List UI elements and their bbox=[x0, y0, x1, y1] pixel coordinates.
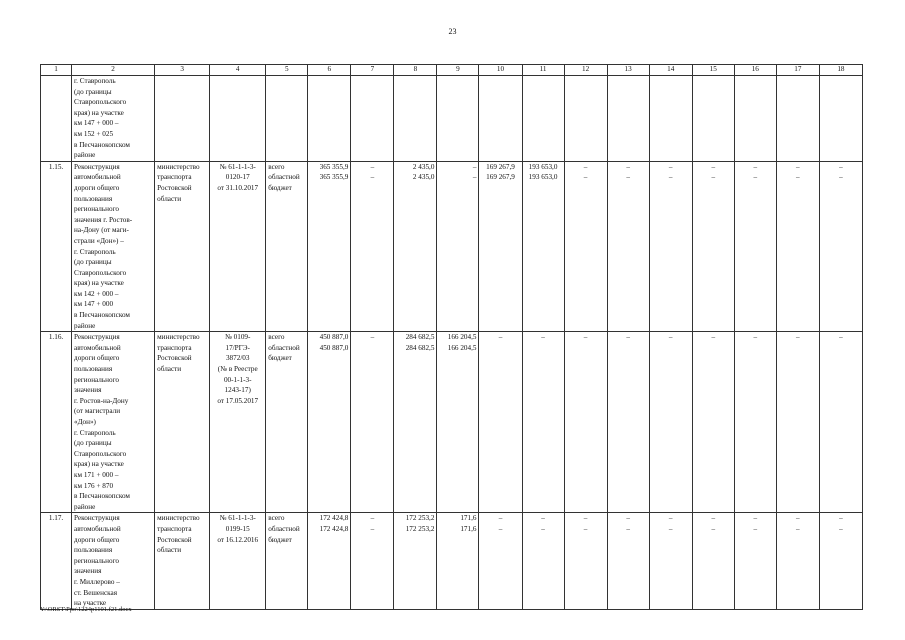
table-cell bbox=[394, 76, 437, 162]
table-cell: Реконструкция автомобильной дороги общего пользования регионального значения г. Ростов- на-Дону (от маги- страли «Дон») – г. Ставрополь (до границы Ставропольского края) на участке км 142 + 000 – км 147 + 000 в Песчанокопском районе bbox=[72, 161, 155, 332]
table-cell bbox=[819, 76, 862, 162]
table-cell: 172 424,8 172 424,8 bbox=[308, 513, 351, 609]
table-cell: – bbox=[522, 332, 564, 513]
table-row bbox=[41, 513, 863, 609]
table-cell: – – bbox=[819, 161, 862, 332]
header-cell: 14 bbox=[649, 65, 692, 76]
table-cell: № 61-1-1-3- 0199-15 от 16.12.2016 bbox=[210, 513, 266, 609]
table-cell bbox=[564, 76, 607, 162]
table-cell: Реконструкция автомобильной дороги общего пользования регионального значения г. Ростов-на-Дону (от магистрали «Дон») г. Ставрополь (до границы Ставропольского края) на участке км 171 + 000 – км 176 + 870 в Песчанокопском районе bbox=[72, 332, 155, 513]
table-cell: – bbox=[649, 332, 692, 513]
table-cell: 1.15. bbox=[41, 161, 72, 332]
header-cell: 10 bbox=[479, 65, 522, 76]
table-cell: министерство транспорта Ростовской области bbox=[155, 332, 210, 513]
header-cell: 18 bbox=[819, 65, 862, 76]
table-cell bbox=[437, 76, 479, 162]
header-cell: 1 bbox=[41, 65, 72, 76]
table-cell: – – bbox=[734, 161, 776, 332]
table-cell bbox=[155, 76, 210, 162]
header-row bbox=[41, 65, 863, 76]
table-cell: – – bbox=[607, 161, 649, 332]
table-cell: – bbox=[819, 332, 862, 513]
table-cell: 171,6 171,6 bbox=[437, 513, 479, 609]
table-cell: – – bbox=[776, 513, 819, 609]
table-cell: – – bbox=[734, 513, 776, 609]
table-cell: – – bbox=[649, 161, 692, 332]
table-cell: 1.17. bbox=[41, 513, 72, 609]
table-row bbox=[41, 161, 863, 332]
table-cell: – bbox=[479, 332, 522, 513]
table-cell: всего областной бюджет bbox=[266, 513, 308, 609]
table-cell bbox=[308, 76, 351, 162]
table-cell: – – bbox=[776, 161, 819, 332]
header-cell: 8 bbox=[394, 65, 437, 76]
table-cell: – bbox=[734, 332, 776, 513]
header-cell: 7 bbox=[351, 65, 394, 76]
header-cell: 5 bbox=[266, 65, 308, 76]
table-cell: – – bbox=[819, 513, 862, 609]
table-cell: – – bbox=[692, 513, 734, 609]
table-cell: – – bbox=[564, 513, 607, 609]
table-cell: министерство транспорта Ростовской области bbox=[155, 513, 210, 609]
header-cell: 12 bbox=[564, 65, 607, 76]
table-cell: 169 267,9 169 267,9 bbox=[479, 161, 522, 332]
table-body bbox=[41, 65, 863, 610]
header-cell: 11 bbox=[522, 65, 564, 76]
header-cell: 13 bbox=[607, 65, 649, 76]
table-cell: – – bbox=[564, 161, 607, 332]
table-cell bbox=[351, 76, 394, 162]
table-cell: г. Ставрополь (до границы Ставропольского края) на участке км 147 + 000 – км 152 + 025 в Песчанокопском районе bbox=[72, 76, 155, 162]
table-cell: № 0109- 17/РГЭ- 3872/03 (№ в Реестре 00-1-1-3- 1243-17) от 17.05.2017 bbox=[210, 332, 266, 513]
table-cell: – – bbox=[649, 513, 692, 609]
table-cell: – – bbox=[522, 513, 564, 609]
table-cell: – bbox=[692, 332, 734, 513]
table-cell bbox=[479, 76, 522, 162]
budget-table bbox=[40, 64, 863, 610]
table-cell: – bbox=[564, 332, 607, 513]
table-cell bbox=[607, 76, 649, 162]
header-cell: 6 bbox=[308, 65, 351, 76]
table-cell bbox=[522, 76, 564, 162]
header-cell: 4 bbox=[210, 65, 266, 76]
page-number: 23 bbox=[448, 27, 457, 36]
header-cell: 3 bbox=[155, 65, 210, 76]
table-cell bbox=[41, 76, 72, 162]
table-cell: – – bbox=[692, 161, 734, 332]
table-cell: 172 253,2 172 253,2 bbox=[394, 513, 437, 609]
file-path-footer: Y:\ORST\Ppo\1224p1101.f21.docx bbox=[40, 606, 132, 613]
table-cell bbox=[266, 76, 308, 162]
table-cell: 284 682,5 284 682,5 bbox=[394, 332, 437, 513]
table-cell: всего областной бюджет bbox=[266, 161, 308, 332]
table-cell: 193 653,0 193 653,0 bbox=[522, 161, 564, 332]
table-cell: 166 204,5 166 204,5 bbox=[437, 332, 479, 513]
table-cell: министерство транспорта Ростовской области bbox=[155, 161, 210, 332]
table-cell: – – bbox=[437, 161, 479, 332]
table-cell bbox=[776, 76, 819, 162]
table-cell: 1.16. bbox=[41, 332, 72, 513]
table-row bbox=[41, 332, 863, 513]
table-cell: Реконструкция автомобильной дороги общего пользования регионального значения г. Миллерово – ст. Вешенская на участке bbox=[72, 513, 155, 609]
table-cell bbox=[692, 76, 734, 162]
table-cell: – bbox=[607, 332, 649, 513]
header-cell: 16 bbox=[734, 65, 776, 76]
table-cell bbox=[649, 76, 692, 162]
header-cell: 9 bbox=[437, 65, 479, 76]
table-cell: – bbox=[351, 332, 394, 513]
table-cell: – – bbox=[351, 161, 394, 332]
table-cell: – – bbox=[479, 513, 522, 609]
header-cell: 2 bbox=[72, 65, 155, 76]
table-cell: – – bbox=[607, 513, 649, 609]
table-cell bbox=[734, 76, 776, 162]
table-cell: № 61-1-1-3- 0120-17 от 31.10.2017 bbox=[210, 161, 266, 332]
table-cell: 450 887,0 450 887,0 bbox=[308, 332, 351, 513]
table-cell: 365 355,9 365 355,9 bbox=[308, 161, 351, 332]
table-cell: всего областной бюджет bbox=[266, 332, 308, 513]
table-row bbox=[41, 76, 863, 162]
table-cell: – bbox=[776, 332, 819, 513]
header-cell: 15 bbox=[692, 65, 734, 76]
table-cell bbox=[210, 76, 266, 162]
table-cell: 2 435,0 2 435,0 bbox=[394, 161, 437, 332]
header-cell: 17 bbox=[776, 65, 819, 76]
table-cell: – – bbox=[351, 513, 394, 609]
